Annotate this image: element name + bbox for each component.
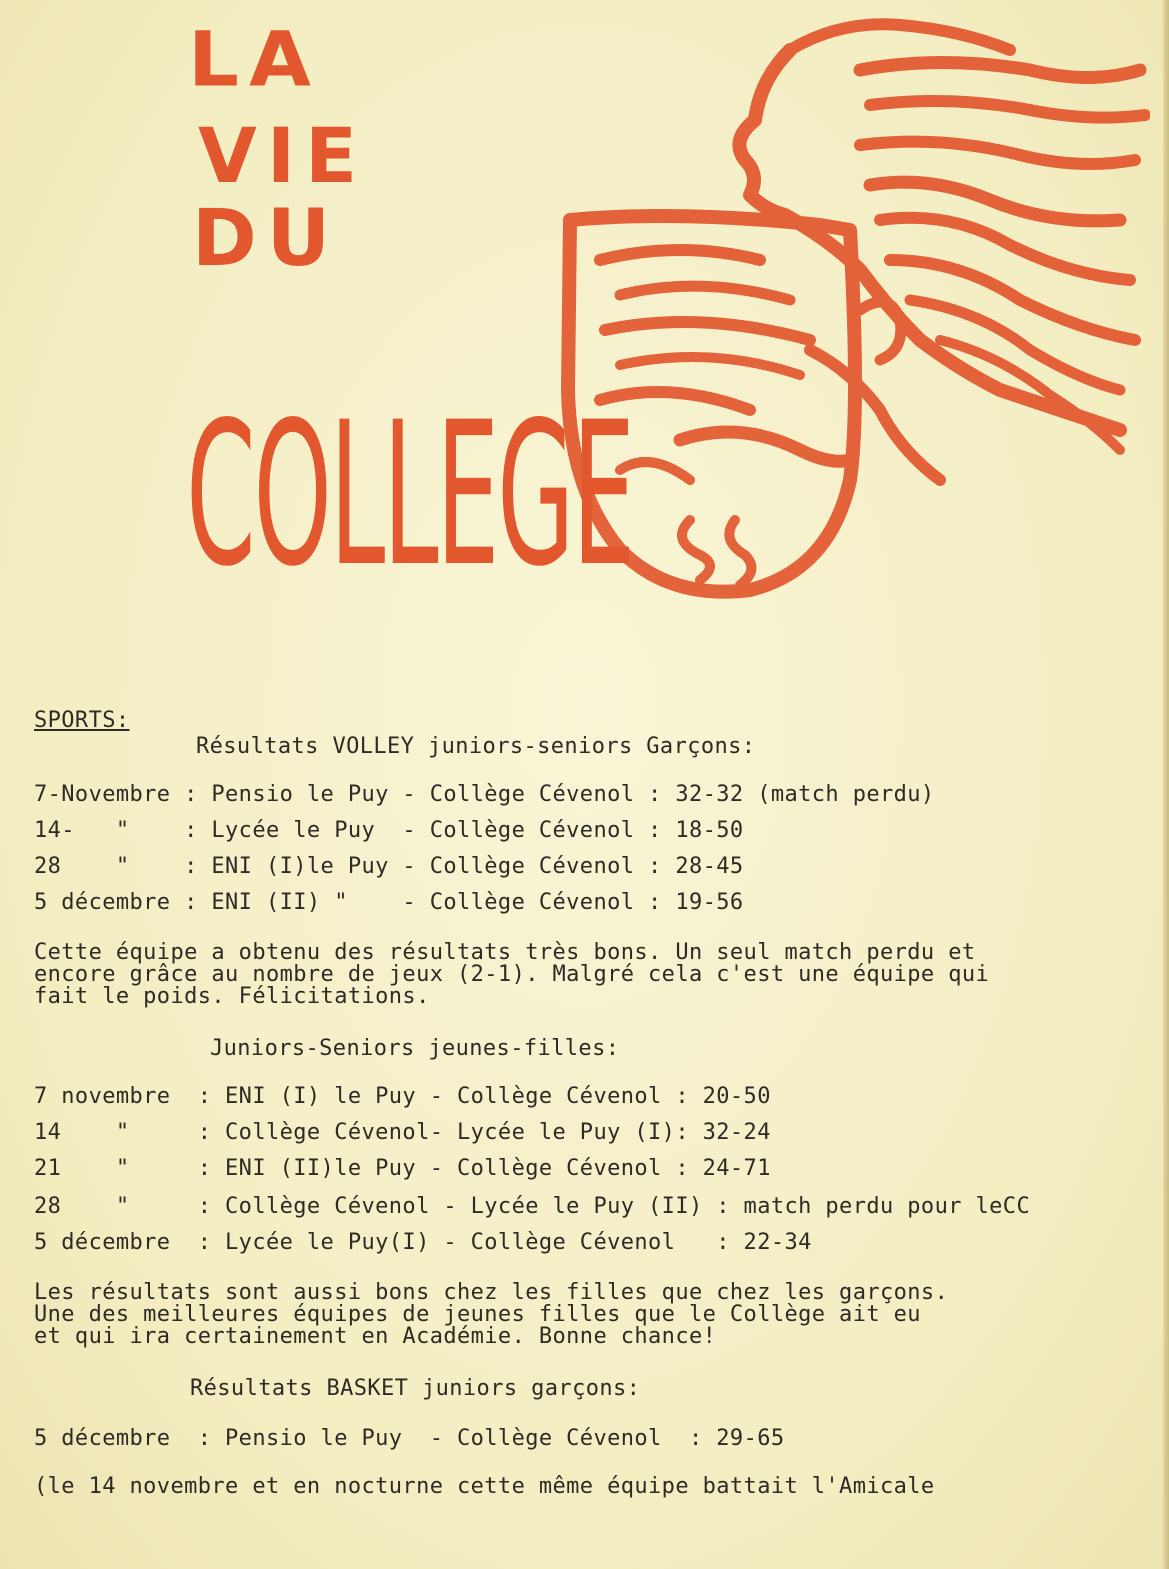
sports-heading: SPORTS:	[34, 708, 130, 733]
masthead-line-1: LA	[188, 15, 321, 104]
volley-girls-comment	[34, 1282, 1114, 1348]
volley-boys-row: 28 " : ENI (I)le Puy - Collège Cévenol : 28-45	[34, 854, 744, 879]
basket-boys-footer: (le 14 novembre et en nocturne cette même équipe battait l'Amicale	[34, 1474, 935, 1499]
comment-line: encore grâce au nombre de jeux (2-1). Malgré cela c'est une équipe qui	[34, 962, 990, 987]
comment-line: et qui ira certainement en Académie. Bonne chance!	[34, 1324, 717, 1349]
masthead-line-2: VIE	[198, 111, 368, 200]
comment-line: Les résultats sont aussi bons chez les filles que chez les garçons.	[34, 1280, 949, 1305]
volley-boys-row: 14- " : Lycée le Puy - Collège Cévenol : 18-50	[34, 818, 744, 843]
comment-line: fait le poids. Félicitations.	[34, 984, 430, 1009]
volley-girls-title: Juniors-Seniors jeunes-filles:	[210, 1036, 620, 1061]
comment-line: Une des meilleures équipes de jeunes filles que le Collège ait eu	[34, 1302, 921, 1327]
volley-boys-row: 7-Novembre : Pensio le Puy - Collège Cévenol : 32-32 (match perdu)	[34, 782, 935, 807]
basket-boys-row: 5 décembre : Pensio le Puy - Collège Cévenol : 29-65	[34, 1426, 785, 1451]
volley-girls-row: 5 décembre : Lycée le Puy(I) - Collège Cévenol : 22-34	[34, 1230, 812, 1255]
volley-girls-row: 28 " : Collège Cévenol - Lycée le Puy (II) : match perdu pour leCC	[34, 1194, 1031, 1219]
volley-boys-comment	[34, 942, 1114, 1008]
volley-girls-row: 7 novembre : ENI (I) le Puy - Collège Cévenol : 20-50	[34, 1084, 771, 1109]
masthead-title: COLLEGE	[186, 379, 633, 610]
college-emblem-logo	[560, 10, 1150, 610]
comment-line: Cette équipe a obtenu des résultats très bons. Un seul match perdu et	[34, 940, 976, 965]
volley-boys-title: Résultats VOLLEY juniors-seniors Garçons:	[196, 734, 756, 759]
volley-girls-row: 21 " : ENI (II)le Puy - Collège Cévenol : 24-71	[34, 1156, 771, 1181]
volley-boys-row: 5 décembre : ENI (II) " - Collège Cévenol : 19-56	[34, 890, 744, 915]
masthead-line-3: DU	[192, 194, 341, 284]
basket-boys-title: Résultats BASKET juniors garçons:	[190, 1376, 641, 1401]
masthead	[0, 0, 1169, 640]
volley-girls-row: 14 " : Collège Cévenol- Lycée le Puy (I): 32-24	[34, 1120, 771, 1145]
